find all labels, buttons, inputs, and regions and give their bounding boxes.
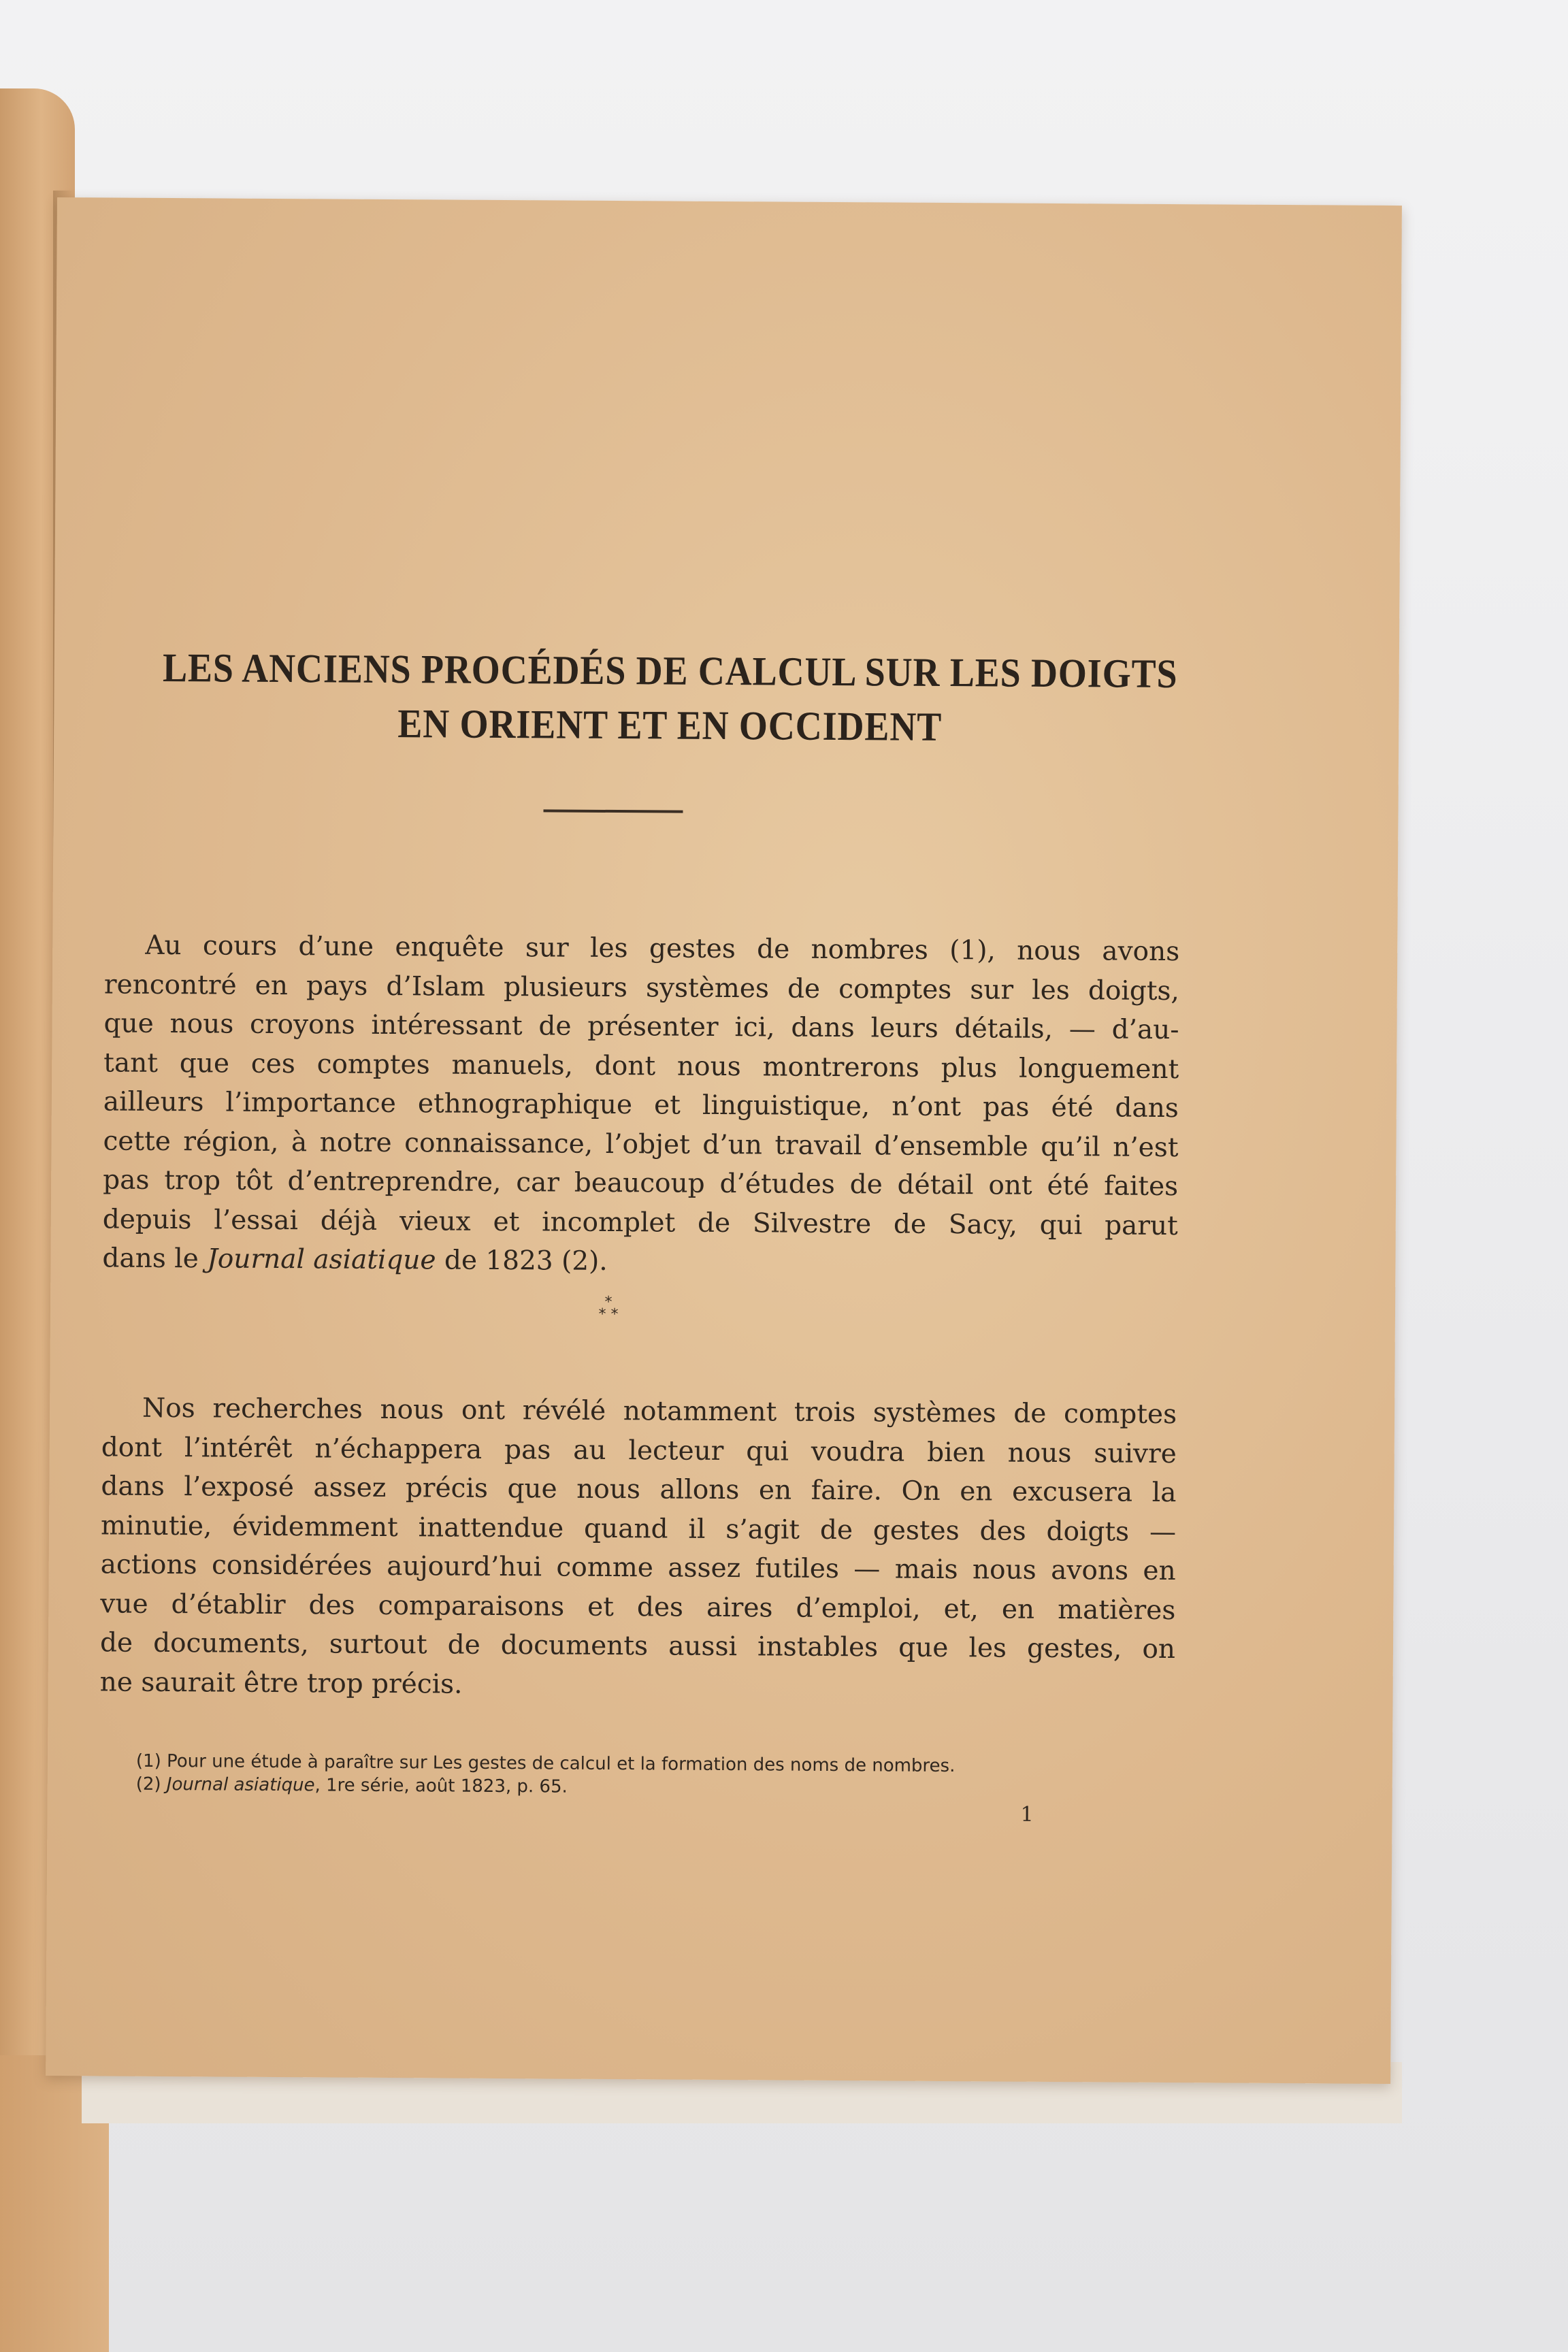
title-divider [543, 809, 683, 813]
printed-page [46, 197, 1402, 2084]
paragraph-line: cette région, à notre connaissance, l’objet d’un travail d’ensemble qu’il n’est [103, 1125, 1179, 1163]
title-line-1: LES ANCIENS PROCÉDÉS DE CALCUL SUR LES DOIGTS [162, 644, 1178, 697]
page-number: 1 [1020, 1802, 1034, 1827]
paragraph-line: que nous croyons intéressant de présenter ici, dans leurs détails, — d’au- [103, 1008, 1179, 1046]
footnote-1: (1) Pour une étude à paraître sur Les gestes de calcul et la formation des noms de nombres. [135, 1750, 956, 1777]
text-run: (2) [135, 1774, 167, 1795]
paragraph-line: tant que ces comptes manuels, dont nous montrerons plus longuement [103, 1047, 1179, 1085]
paragraph-line: depuis l’essai déjà vieux et incomplet de Silvestre de Sacy, qui parut [102, 1203, 1178, 1241]
paragraph-2 [99, 1388, 1177, 1708]
paragraph-line: Nos recherches nous ont révélé notamment trois systèmes de comptes [142, 1392, 1177, 1431]
title-line-2: EN ORIENT ET EN OCCIDENT [397, 701, 943, 749]
paragraph-line: ne saurait être trop précis. [99, 1666, 463, 1700]
journal-title: Journal asiatique [207, 1243, 436, 1276]
text-run: de 1823 (2). [436, 1245, 608, 1277]
text-run: dans le [102, 1243, 208, 1275]
paragraph-line: dans l’exposé assez précis que nous allons en faire. On en excusera la [101, 1471, 1177, 1509]
paragraph-line: pas trop tôt d’entreprendre, car beaucoup d’études de détail ont été faites [103, 1164, 1179, 1203]
journal-title: Journal asiatique [166, 1774, 315, 1796]
text-run: , 1re série, août 1823, p. 65. [314, 1775, 568, 1797]
paragraph-line: Au cours d’une enquête sur les gestes de nombres (1), nous avons [145, 930, 1180, 968]
paragraph-line: minutie, évidemment inattendue quand il s’agit de gestes des doigts — [100, 1509, 1177, 1548]
paragraph-line: vue d’établir des comparaisons et des aires d’emploi, et, en matières [100, 1588, 1176, 1626]
paragraph-1 [102, 926, 1179, 1284]
paragraph-line: de documents, surtout de documents aussi instables que les gestes, on [99, 1627, 1176, 1665]
footnotes [136, 1750, 1177, 1802]
paragraph-line: rencontré en pays d’Islam plusieurs systèmes de comptes sur les doigts, [103, 968, 1180, 1007]
paragraph-line: dont l’intérêt n’échappera pas au lecteur qui voudra bien nous suivre [101, 1431, 1177, 1469]
asterism-separator [588, 1293, 629, 1324]
asterism-bottom: * * [598, 1305, 619, 1324]
asterism-top: * [604, 1293, 612, 1311]
paragraph-line: ailleurs l’importance ethnographique et linguistique, n’ont pas été dans [103, 1086, 1179, 1124]
page-title [116, 640, 1225, 756]
paragraph-last-line [102, 1239, 1177, 1284]
paragraph-line: actions considérées aujourd’hui comme assez futiles — mais nous avons en [100, 1549, 1176, 1587]
